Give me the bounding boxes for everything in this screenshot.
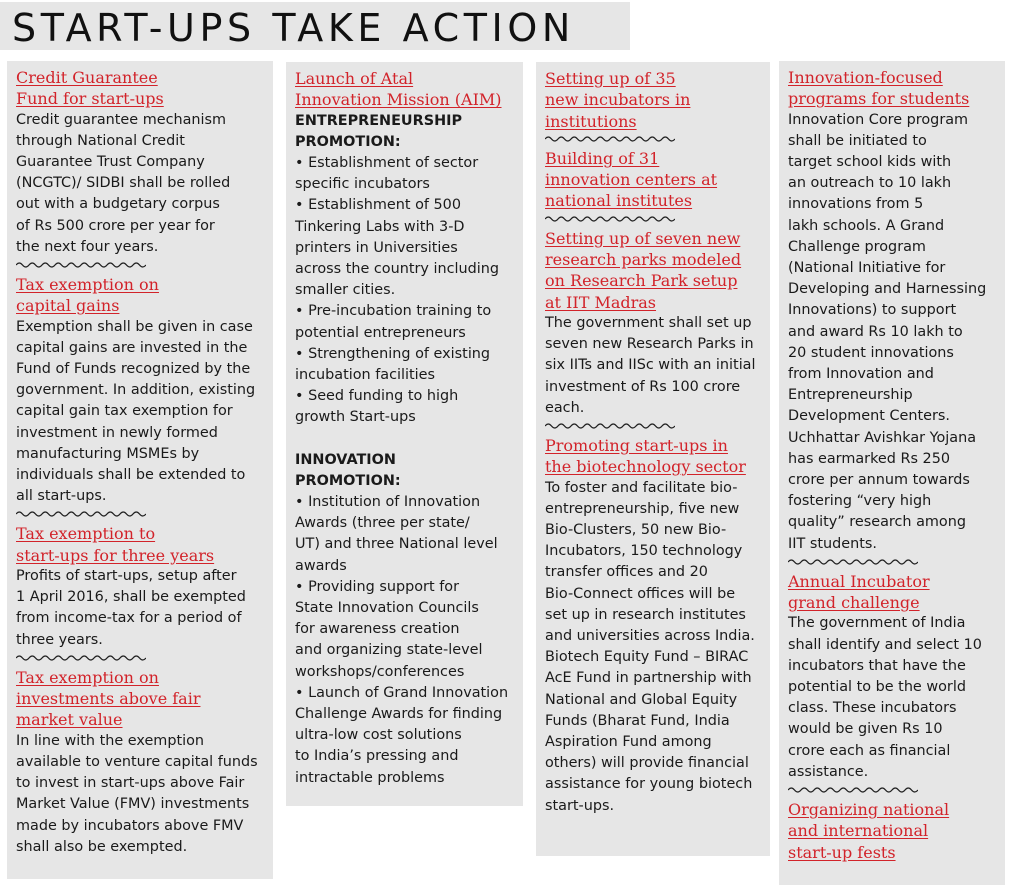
section-heading: Tax exemption to start-ups for three years	[16, 524, 215, 565]
section-body: The government shall set up seven new Research Parks in six IITs and IISc with an initial investment of Rs 100 crore each.	[545, 314, 756, 416]
wavy-divider	[545, 134, 675, 144]
subsection-entrepreneurship	[295, 111, 523, 429]
subsection-title: INNOVATION PROMOTION:	[295, 451, 401, 489]
section-incubator-challenge	[788, 571, 1005, 783]
section-credit-guarantee	[16, 67, 273, 258]
section-heading: Annual Incubator grand challenge	[788, 571, 930, 613]
subsection-title: ENTREPRENEURSHIP PROMOTION:	[295, 112, 463, 150]
column-4	[779, 61, 1005, 885]
section-body: Profits of start-ups, setup after 1 April 2016, shall be exempted from income-tax for a period of three years.	[16, 568, 246, 648]
section-startup-fests	[788, 799, 1005, 863]
column-2	[286, 62, 523, 806]
section-student-programs	[788, 67, 1005, 555]
section-heading: Credit Guarantee Fund for start-ups	[16, 68, 164, 109]
section-three-years	[16, 523, 273, 650]
section-heading: Innovation-focused programs for students	[788, 68, 970, 109]
title-banner	[0, 2, 630, 50]
subsection-body: • Institution of Innovation Awards (three per state/ UT) and three National level awards • Providing support for State Innovation Councils for awareness creation and organizing state-level workshops/conferences • Launch of Grand Innovation Challenge Awards for finding ultra-low cost solutions to India’s pressing and intractable problems	[295, 494, 509, 786]
section-body: To foster and facilitate bio- entrepreneurship, five new Bio-Clusters, 50 new Bio- Incubators, 150 technology transfer offices and 20 Bio-Connect offices will be set up in research institutes and universities across India. Biotech Equity Fund – BIRAC AcE Fund in partnership with National and Global Equity Funds (Bharat Fund, India Aspiration Fund among others) will provide financial assistance for young biotech start-ups.	[545, 479, 755, 814]
section-fair-market-value	[16, 667, 273, 858]
wavy-divider	[788, 785, 918, 795]
wavy-divider	[545, 421, 675, 431]
wavy-divider	[16, 653, 146, 663]
section-heading: Building of 31 innovation centers at national institutes	[545, 148, 718, 211]
subsection-innovation	[295, 450, 523, 789]
section-body: Credit guarantee mechanism through National Credit Guarantee Trust Company (NCGTC)/ SIDBI shall be rolled out with a budgetary corpus of Rs 500 crore per year for the next four years.	[16, 111, 231, 255]
section-heading-aim: Launch of Atal Innovation Mission (AIM)	[295, 69, 502, 110]
wavy-divider	[788, 557, 918, 567]
section-heading: Organizing national and international start-up fests	[788, 800, 950, 862]
section-research-parks	[545, 228, 770, 419]
section-heading: Setting up of seven new research parks modeled on Research Park setup at IIT Madras	[545, 228, 742, 312]
section-body: In line with the exemption available to venture capital funds to invest in start-ups above Fair Market Value (FMV) investments made by incubators above FMV shall also be exempted.	[16, 732, 258, 855]
section-heading: Promoting start-ups in the biotechnology sector	[545, 435, 746, 477]
subsection-body: • Establishment of sector specific incubators • Establishment of 500 Tinkering Labs with 3-D printers in Universities across the country including smaller cities. • Pre-incubation training to potential entrepreneurs • Strengthening of existing incubation facilities • Seed funding to high growth Start-ups	[295, 155, 500, 426]
section-body: Innovation Core program shall be initiated to target school kids with an outreach to 10 lakh innovations from 5 lakh schools. A Grand Challenge program (National Initiative for Developing and Harnessing Innovations) to support and award Rs 10 lakh to 20 student innovations from Innovation and Entrepreneurship Development Centers. Uchhattar Avishkar Yojana has earmarked Rs 250 crore per annum towards fostering “very high quality” research among IIT students.	[788, 111, 987, 552]
wavy-divider	[545, 214, 675, 224]
page-title: START-UPS TAKE ACTION	[12, 6, 575, 50]
section-body: The government of India shall identify and select 10 incubators that have the potential to be the world class. These incubators would be given Rs 10 crore each as financial assistance.	[788, 615, 982, 780]
section-capital-gains	[16, 274, 273, 507]
section-innovation-centers	[545, 148, 770, 212]
section-heading: Tax exemption on investments above fair market value	[16, 667, 201, 730]
section-incubators	[545, 68, 770, 132]
section-heading: Tax exemption on capital gains	[16, 275, 159, 316]
wavy-divider	[16, 509, 146, 519]
section-heading: Setting up of 35 new incubators in institutions	[545, 69, 691, 131]
section-biotechnology	[545, 435, 770, 817]
section-body: Exemption shall be given in case capital gains are invested in the Fund of Funds recognized by the government. In addition, existing capital gain tax exemption for investment in newly formed manufacturing MSMEs by individuals shall be extended to all start-ups.	[16, 318, 256, 505]
column-1	[7, 61, 273, 879]
wavy-divider	[16, 260, 146, 270]
column-3	[536, 62, 770, 856]
